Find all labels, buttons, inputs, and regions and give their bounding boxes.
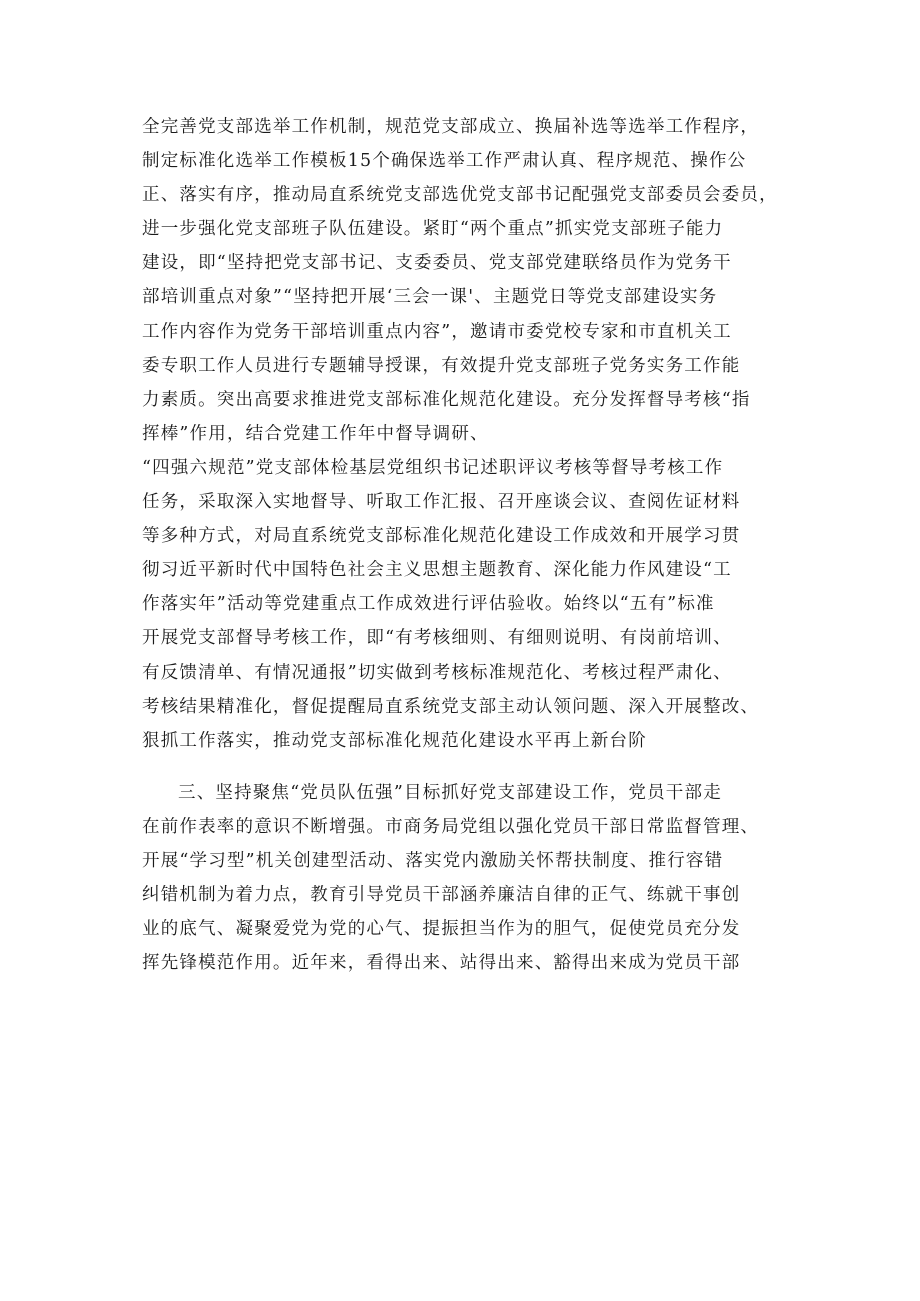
paragraph-1 [142, 110, 802, 758]
text-line: 进一步强化党支部班子队伍建设。紧盯“两个重点”抓实党支部班子能力 [142, 219, 724, 240]
text-line: 有反馈清单、有情况通报”切实做到考核标准规范化、考核过程严肃化、 [142, 662, 732, 683]
text-line: 等多种方式，对局直系统党支部标准化规范化建设工作成效和开展学习贯 [142, 526, 741, 547]
text-line: 工作内容作为党务干部培训重点内容”，邀请市委党校专家和市直机关工 [142, 321, 732, 342]
text-line: 纠错机制为着力点，教育引导党员干部涵养廉洁自律的正气、练就干事创 [142, 885, 741, 906]
text-line: 全完善党支部选举工作机制，规范党支部成立、换届补选等选举工作程序， [142, 117, 760, 137]
text-line: 挥先锋模范作用。近年来，看得出来、站得出来、豁得出来成为党员干部 [142, 953, 741, 974]
text-line: 考核结果精准化，督促提醒局直系统党支部主动认领问题、深入开展整改、 [142, 696, 760, 717]
text-line: 三、坚持聚焦“党员队伍强”目标抓好党支部建设工作，党员干部走 [178, 782, 722, 803]
text-line: 狠抓工作落实，推动党支部标准化规范化建设水平再上新台阶 [142, 730, 647, 751]
text-line: 作落实年”活动等党建重点工作成效进行评估验收。始终以“五有”标准 [142, 594, 715, 615]
paragraph-2 [142, 776, 802, 981]
text-line: 部培训重点对象”“坚持把开展‘三会一课'、主题党日等党支部建设实务 [142, 287, 718, 308]
text-line: 彻习近平新时代中国特色社会主义思想主题教育、深化能力作风建设“工 [142, 560, 732, 581]
text-line: 制定标准化选举工作模板15个确保选举工作严肃认真、程序规范、操作公 [142, 151, 747, 172]
text-line: 建设，即“坚持把党支部书记、支委委员、党支部党建联络员作为党务干 [142, 253, 732, 274]
text-line: 开展党支部督导考核工作，即“有考核细则、有细则说明、有岗前培训、 [142, 628, 732, 649]
text-line: 力素质。突出高要求推进党支部标准化规范化建设。充分发挥督导考核“指 [142, 389, 751, 410]
document-body [142, 110, 802, 980]
paragraph-gap [142, 758, 802, 776]
text-line: 挥棒”作用，结合党建工作年中督导调研、 [142, 423, 489, 444]
text-line: 开展“学习型”机关创建型活动、落实党内激励关怀帮扶制度、推行容错 [142, 850, 724, 871]
text-line: 任务，采取深入实地督导、听取工作汇报、召开座谈会议、查阅佐证材料 [142, 492, 741, 513]
text-line: 在前作表率的意识不断增强。市商务局党组以强化党员干部日常监督管理、 [142, 816, 760, 837]
text-line: 委专职工作人员进行专题辅导授课，有效提升党支部班子党务实务工作能 [142, 355, 741, 376]
text-line: 业的底气、凝聚爱党为党的心气、提振担当作为的胆气，促使党员充分发 [142, 919, 741, 940]
text-line: 正、落实有序，推动局直系统党支部选优党支部书记配强党支部委员会委员， [142, 185, 778, 206]
text-line: “四强六规范”党支部体检基层党组织书记述职评议考核等督导考核工作 [142, 457, 724, 478]
